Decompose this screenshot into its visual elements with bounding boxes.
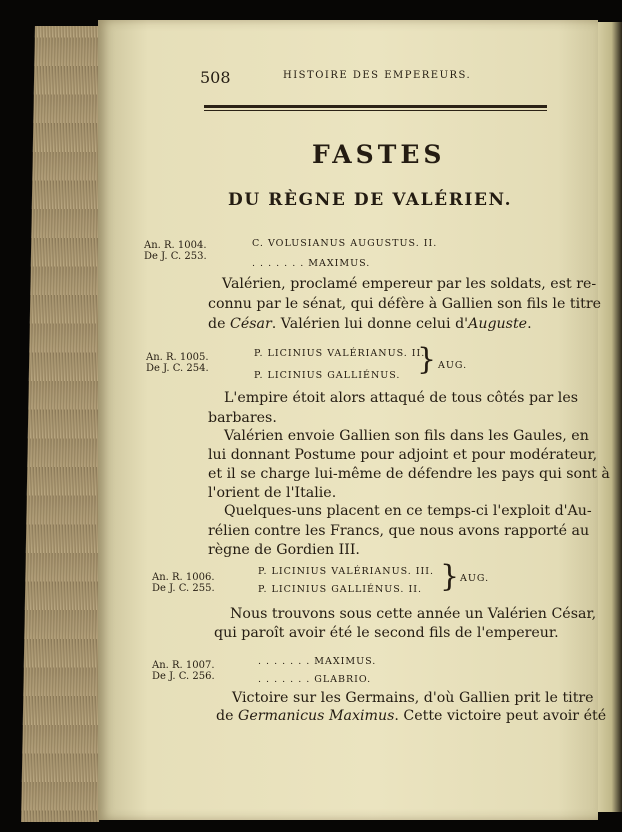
consul-line: . . . . . . . MAXIMUS. [252, 258, 371, 269]
consul-line: . . . . . . . MAXIMUS. [258, 656, 377, 667]
italic-auguste: Auguste [468, 316, 528, 332]
text-line: rélien contre les Francs, que nous avons rapporté au [208, 523, 590, 539]
text-line: l'orient de l'Italie. [208, 485, 337, 501]
aug-label: AUG. [438, 360, 468, 371]
margin-year-an: An. R. 1007. [152, 660, 215, 671]
margin-year-jc: De J. C. 254. [146, 363, 209, 374]
brace-icon: } [440, 559, 460, 594]
margin-year-an: An. R. 1006. [152, 572, 215, 583]
facing-page-edge [596, 22, 622, 812]
text-line: Nous trouvons sous cette année un Valérien César, [230, 606, 597, 622]
text-line: qui paroît avoir été le second fils de l'empereur. [214, 625, 559, 641]
consul-line: P. LICINIUS GALLIÉNUS. II. [258, 584, 422, 595]
consul-line: C. VOLUSIANUS AUGUSTUS. II. [252, 238, 438, 249]
text-line: Victoire sur les Germains, d'où Gallien prit le titre [232, 690, 594, 706]
margin-year-an: An. R. 1005. [146, 352, 209, 363]
text-line: L'empire étoit alors attaqué de tous côtés par les [224, 390, 579, 406]
text-line: barbares. [208, 410, 277, 426]
text-line: lui donnant Postume pour adjoint et pour modérateur, [208, 447, 598, 463]
page-number: 508 [200, 68, 231, 87]
text-line: Valérien envoie Gallien son fils dans les Gaules, en [224, 428, 589, 444]
brace-icon: } [417, 342, 437, 377]
consul-line: P. LICINIUS VALÉRIANUS. II. [254, 348, 426, 359]
consul-line: . . . . . . . GLABRIO. [258, 674, 372, 685]
header-rule-thick [204, 105, 547, 108]
text-line: connu par le sénat, qui défère à Gallien son fils le titre [208, 296, 601, 312]
text-line: Valérien, proclamé empereur par les soldats, est re- [222, 276, 597, 292]
margin-year-jc: De J. C. 255. [152, 583, 215, 594]
page-subtitle: DU RÈGNE DE VALÉRIEN. [228, 190, 513, 210]
margin-year-jc: De J. C. 256. [152, 671, 215, 682]
running-title: HISTOIRE DES EMPEREURS. [283, 70, 472, 81]
text-line: Quelques-uns placent en ce temps-ci l'exploit d'Au- [224, 503, 592, 519]
header-rule-thin [204, 110, 547, 111]
consul-line: P. LICINIUS GALLIÉNUS. [254, 370, 401, 381]
margin-year-jc: De J. C. 253. [144, 251, 207, 262]
text-line: de Germanicus Maximus. Cette victoire peut avoir été [216, 708, 607, 724]
aug-label: AUG. [460, 573, 490, 584]
italic-cesar: César [230, 316, 272, 332]
italic-germanicus: Germanicus Maximus [238, 708, 395, 724]
margin-year-an: An. R. 1004. [144, 240, 207, 251]
text-line: de César. Valérien lui donne celui d'Auguste. [208, 316, 532, 332]
page-title: FASTES [312, 140, 446, 169]
consul-line: P. LICINIUS VALÉRIANUS. III. [258, 566, 435, 577]
text-line: et il se charge lui-même de défendre les pays qui sont à [208, 466, 610, 482]
text-line: règne de Gordien III. [208, 542, 360, 558]
